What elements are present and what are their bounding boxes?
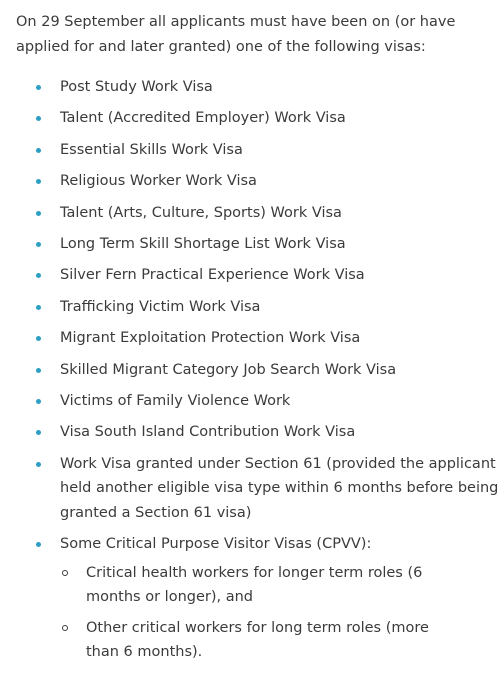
list-item xyxy=(16,169,504,194)
intro-paragraph: On 29 September all applicants must have been on (or have applied for and later granted) one of the following visas: xyxy=(16,14,456,55)
list-item-text: Talent (Arts, Culture, Sports) Work Visa xyxy=(60,204,342,221)
list-item-text: Post Study Work Visa xyxy=(60,79,213,95)
list-item xyxy=(16,232,504,257)
list-item-text: Talent (Accredited Employer) Work Visa xyxy=(60,110,346,127)
list-item-text: Skilled Migrant Category Job Search Work Visa xyxy=(60,361,397,378)
list-item-text: Work Visa granted under Section 61 (provided the applicant held another eligible visa type within 6 months before being granted a Section 61 visa) xyxy=(60,455,499,521)
list-item xyxy=(16,263,504,288)
list-item-text: Visa South Island Contribution Work Visa xyxy=(60,424,356,441)
list-item-text: Some Critical Purpose Visitor Visas (CPVV): xyxy=(60,536,372,553)
list-item-text: Victims of Family Violence Work xyxy=(60,392,291,409)
list-item xyxy=(16,106,504,131)
sub-list-item xyxy=(60,616,456,665)
visa-list xyxy=(16,75,504,665)
list-item-text: Migrant Exploitation Protection Work Visa xyxy=(60,330,361,347)
list-item-text: Trafficking Victim Work Visa xyxy=(60,298,261,315)
list-item xyxy=(16,75,504,100)
list-item xyxy=(16,138,504,163)
list-item xyxy=(16,358,504,383)
list-item-cpvv xyxy=(16,532,504,665)
list-item-text: Religious Worker Work Visa xyxy=(60,173,257,190)
list-item xyxy=(16,452,504,526)
sub-list-item xyxy=(60,561,456,610)
list-item-text: Long Term Skill Shortage List Work Visa xyxy=(60,235,346,252)
list-item-text: Silver Fern Practical Experience Work Visa xyxy=(60,267,365,284)
list-item xyxy=(16,389,504,414)
sub-list-item-text: Other critical workers for long term roles (more than 6 months). xyxy=(86,619,429,661)
list-item xyxy=(16,201,504,226)
list-item-text: Essential Skills Work Visa xyxy=(60,141,243,158)
list-item xyxy=(16,326,504,351)
sub-list-item-text: Critical health workers for longer term roles (6 months or longer), and xyxy=(86,564,423,606)
cpvv-sub-list xyxy=(60,561,504,665)
list-item xyxy=(16,420,504,445)
list-item xyxy=(16,295,504,320)
